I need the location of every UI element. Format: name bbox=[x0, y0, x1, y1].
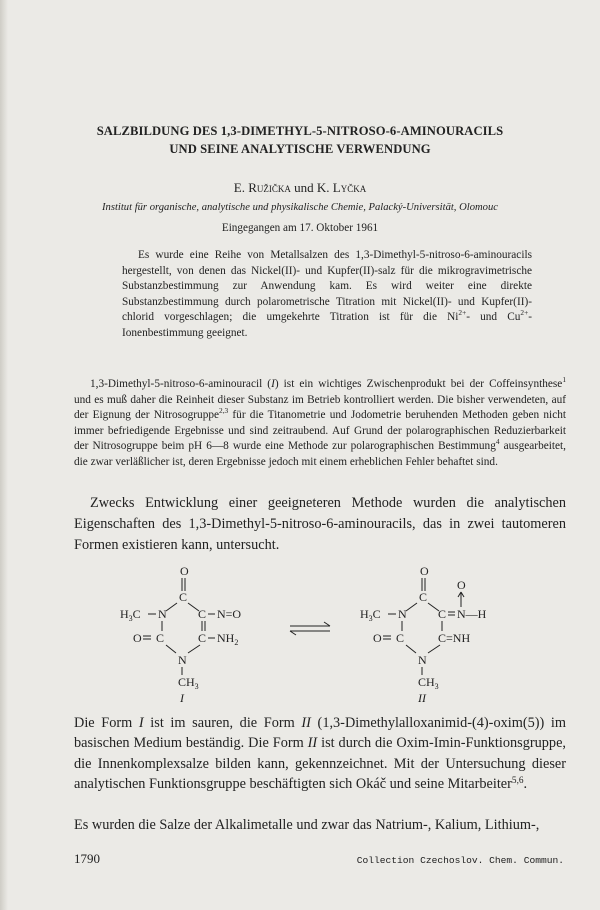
svg-text:N=O: N=O bbox=[217, 607, 242, 621]
introduction-paragraph: 1,3-Dimethyl-5-nitroso-6-aminouracil (I) ist ein wichtiges Zwischenprodukt bei der Coffeinsynthese$^1$ und es muß daher die Reinheit dieser Substanz im Betrieb kontrolliert werden. Die bisher verwendeten, auf der Eignung der Nitrosogruppe$^{2,3}$ für die Titanometrie und Jodometrie beruhenden Methoden geben nicht immer befriedigende Ergebnisse und sind zeitraubend. Auf Grund der polarographischen Reduzierbarkeit der Nitrosogruppe beim pH 6—8 wurde eine Methode zur polarographischen Bestimmung$^4$ ausgearbeitet, die zwar verläßlicher ist, deren Ergebnisse jedoch mit einem erheblichen Fehler behaftet sind. bbox=[74, 375, 566, 468]
svg-text:O: O bbox=[373, 631, 382, 645]
svg-text:N: N bbox=[398, 607, 407, 621]
institute: Institut für organische, analytische und physikalische Chemie, Palacký-Universität, Olomouc bbox=[102, 202, 498, 213]
svg-text:C: C bbox=[438, 607, 447, 621]
equilibrium-arrow bbox=[290, 622, 330, 635]
svg-text:C: C bbox=[396, 631, 405, 645]
page-number: 1790 bbox=[74, 851, 100, 866]
journal-name: Collection Czechoslov. Chem. Commun. bbox=[356, 855, 564, 866]
svg-text:O: O bbox=[180, 564, 189, 578]
svg-text:H3C: $H_3C$ bbox=[360, 607, 381, 623]
body-paragraph-2: Die Form I ist im sauren, die Form II (1,3-Dimethylalloxanimid-(4)-oxim(5)) im basischen Medium beständig. Die Form II ist durch die Oxim-Imin-Funktionsgruppe, die Innenkomplexsalze bilden kann, gekennzeichnet. Mit der Untersuchung dieser analytischen Funktionsgruppe beschäftigten sich Okáč und seine Mitarbeiter$^{5,6}$. bbox=[74, 715, 566, 792]
author-1: Ružička bbox=[248, 180, 291, 195]
svg-text:C: C bbox=[156, 631, 165, 645]
received-date: Eingegangen am 17. Oktober 1961 bbox=[221, 222, 379, 234]
label-II: II bbox=[418, 691, 426, 703]
svg-text:N: N bbox=[158, 607, 167, 621]
svg-text:CH3: $CH_3$ bbox=[418, 675, 439, 691]
body-paragraph-3: Es wurden die Salze der Alkalimetalle und zwar das Natrium-, Kalium, Lithium-, bbox=[74, 817, 540, 833]
svg-text:N: N bbox=[178, 653, 187, 667]
svg-text:C: C bbox=[198, 631, 207, 645]
svg-text:NH2: $NH_2$ bbox=[217, 631, 239, 647]
svg-text:C: C bbox=[179, 590, 188, 604]
article-title bbox=[0, 122, 600, 158]
svg-text:N: N bbox=[418, 653, 427, 667]
title-line-1: SALZBILDUNG DES 1,3-DIMETHYL-5-NITROSO-6-AMINOURACILS bbox=[96, 124, 504, 138]
svg-text:CH3: $CH_3$ bbox=[178, 675, 199, 691]
svg-text:C: C bbox=[419, 590, 428, 604]
title-line-2: UND SEINE ANALYTISCHE VERWENDUNG bbox=[169, 142, 431, 156]
svg-text:O: O bbox=[133, 631, 142, 645]
structure-II bbox=[360, 564, 487, 703]
authors: E. Ružička und K. Lyčka bbox=[233, 180, 367, 195]
svg-text:H3C: $H_3C$ bbox=[120, 607, 141, 623]
tautomer-scheme bbox=[90, 563, 530, 703]
author-2: Lyčka bbox=[332, 180, 367, 195]
svg-text:N—H: N—H bbox=[457, 607, 487, 621]
svg-text:C: C bbox=[198, 607, 207, 621]
label-I: I bbox=[180, 691, 184, 703]
svg-text:O: O bbox=[457, 578, 466, 592]
body-paragraph-1: Zwecks Entwicklung einer geeigneteren Methode wurden die analytischen Eigenschaften des 1,3-Dimethyl-5-nitroso-6-aminouracils, das in zwei tautomeren Formen existieren kann, untersucht. bbox=[74, 495, 566, 553]
svg-text:O: O bbox=[420, 564, 429, 578]
abstract: Es wurde eine Reihe von Metallsalzen des 1,3-Dimethyl-5-nitroso-6-aminouracils hergestellt, von denen das Nickel(II)- und Kupfer(II)-salz für die mikrogravimetrische Substanzbestimmung zur Anwendung kam. Es wird weiter eine direkte Substanzbestimmung durch polarometrische Titration mit Nickel(II)- und Kupfer(II)-chlorid vorgeschlagen; die umgekehrte Titration ist für die $Ni^{2+}-$ und $Cu^{2+}$-Ionenbestimmung geeignet. bbox=[122, 249, 532, 339]
svg-text:C=NH: C=NH bbox=[438, 631, 471, 645]
structure-I bbox=[120, 564, 241, 703]
